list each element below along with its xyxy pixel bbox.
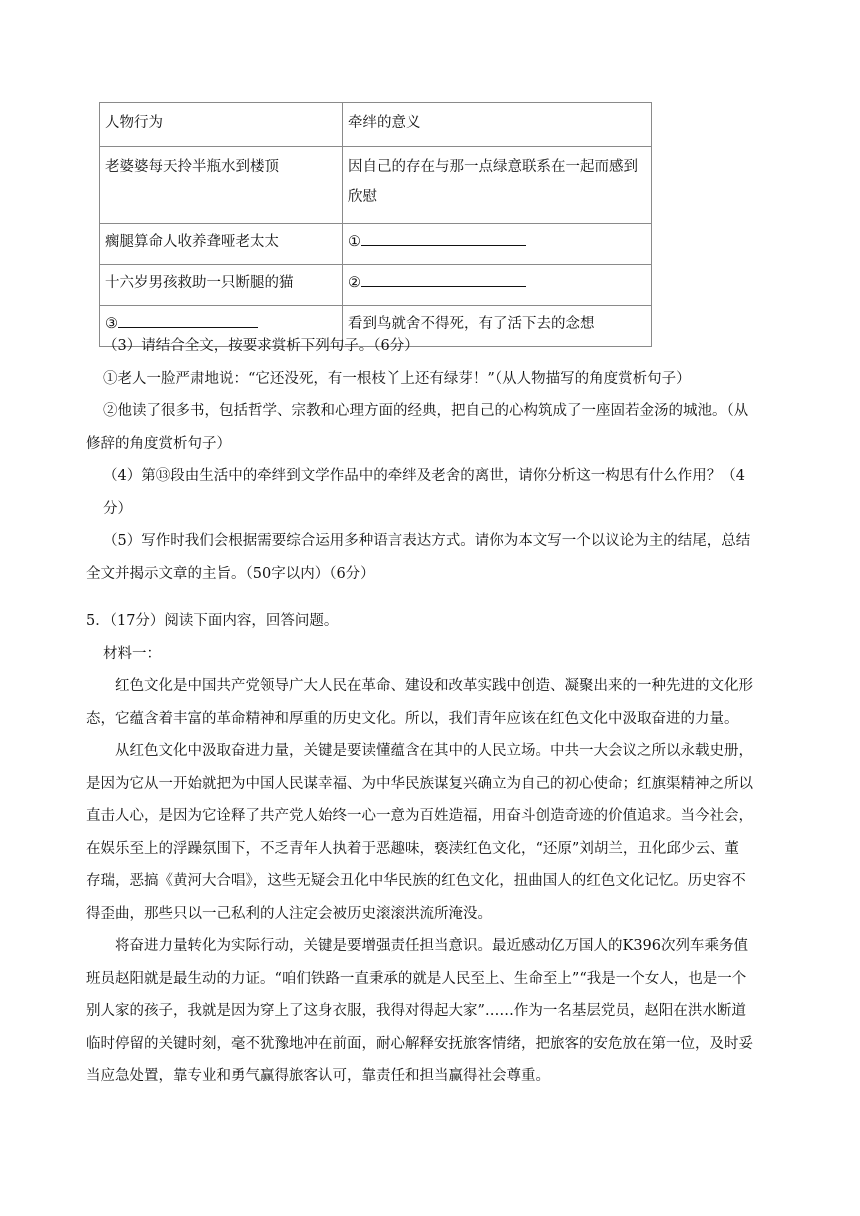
paragraph-line: 临时停留的关键时刻，毫不犹豫地冲在前面，耐心解释安抚旅客情绪，把旅客的安危放在第一位，及时妥: [86, 1035, 753, 1052]
table-row: [100, 224, 652, 265]
paragraph-line: 将奋进力量转化为实际行动，关键是要增强责任担当意识。最近感动亿万国人的K396次列车乘务值: [115, 938, 749, 954]
paragraph-line: 存瑞，恶搞《黄河大合唱》，这些无疑会丑化中华民族的红色文化，扭曲国人的红色文化记忆。历史容不: [86, 873, 746, 889]
answer-blank[interactable]: [361, 230, 526, 246]
table-cell-label: ③: [105, 316, 118, 332]
paragraph-line: 别人家的孩子，我就是因为穿上了这身衣服，我得对得起大家”……作为一名基层党员，赵阳在洪水断道: [86, 1003, 746, 1019]
paragraph-line: 直击人心，是因为它诠释了共产党人始终一心一意为百姓造福，用奋斗创造奇迹的价值追求。当今社会，: [86, 808, 753, 824]
table-row: [100, 265, 652, 306]
table-cell: 因自己的存在与那一点绿意联系在一起而感到欣慰: [343, 147, 652, 224]
question-3: （3）请结合全文，按要求赏析下列句子。（6分）: [103, 338, 419, 354]
table-cell: 老婆婆每天拎半瓶水到楼顶: [100, 147, 343, 224]
question-4-cont: 分）: [103, 500, 132, 517]
table-cell-blank[interactable]: [343, 265, 652, 306]
question-4: （4）第⑬段由生活中的牵绊到文学作品中的牵绊及老舍的离世，请你分析这一构思有什么作用？（4: [103, 468, 745, 484]
material-label: 材料一：: [103, 645, 161, 662]
paragraph-line: 红色文化是中国共产党领导广大人民在革命、建设和改革实践中创造、凝聚出来的一种先进的文化形: [115, 678, 753, 694]
paragraph-line: 班员赵阳就是最生动的力证。“咱们铁路一直秉承的就是人民至上、生命至上”“我是一个女人，也是一个: [86, 970, 747, 987]
question-5: （5）写作时我们会根据需要综合运用多种语言表达方式。请你为本文写一个以议论为主的结尾，总结: [103, 533, 751, 549]
question-3-2: ②他读了很多书，包括哲学、宗教和心理方面的经典，把自己的心构筑成了一座固若金汤的城池。（从: [103, 403, 749, 419]
table-cell-label: ①: [348, 234, 361, 250]
table-cell-label: ②: [348, 275, 361, 291]
paragraph-line: 态，它蕴含着丰富的革命精神和厚重的历史文化。所以，我们青年应该在红色文化中汲取奋进的力量。: [86, 710, 739, 727]
question-5-cont: 全文并揭示文章的主旨。（50字以内）（6分）: [86, 565, 375, 582]
paragraph-line: 得歪曲，那些只以一己私利的人注定会被历史滚滚洪流所淹没。: [86, 905, 492, 922]
table-row: [100, 147, 652, 224]
table-cell: 瘸腿算命人收养聋哑老太太: [100, 224, 343, 265]
paragraph-line: 当应急处置，靠专业和勇气赢得旅客认可，靠责任和担当赢得社会尊重。: [86, 1068, 550, 1084]
paragraph-line: 是因为它从一开始就把为中国人民谋幸福、为中华民族谋复兴确立为自己的初心使命；红旗渠精神之所以: [86, 775, 753, 792]
table-header-row: [100, 103, 652, 147]
answer-blank[interactable]: [118, 312, 258, 328]
table-header-cell: 牵绊的意义: [343, 103, 652, 147]
answer-blank[interactable]: [361, 271, 526, 287]
paragraph-line: 从红色文化中汲取奋进力量，关键是要读懂蕴含在其中的人民立场。中共一大会议之所以永载史册，: [115, 743, 753, 759]
table-header-cell: 人物行为: [100, 103, 343, 147]
question-3-1: ①老人一脸严肃地说：“它还没死，有一根枝丫上还有绿芽！”（从人物描写的角度赏析句子）: [103, 370, 691, 387]
section-5: [86, 605, 778, 1093]
table-cell: 十六岁男孩救助一只断腿的猫: [100, 265, 343, 306]
character-table: [99, 102, 652, 347]
section-heading: 5．（17分）阅读下面内容，回答问题。: [86, 613, 339, 629]
table-cell-blank[interactable]: [343, 224, 652, 265]
question-3-2-cont: 修辞的角度赏析句子）: [86, 435, 231, 452]
table-cell: 看到鸟就舍不得死，有了活下去的念想: [343, 306, 652, 347]
questions-block: [86, 330, 778, 590]
paragraph-line: 在娱乐至上的浮躁氛围下，不乏青年人执着于恶趣味，亵渎红色文化，“还原”刘胡兰，丑化邱少云、董: [86, 840, 739, 857]
